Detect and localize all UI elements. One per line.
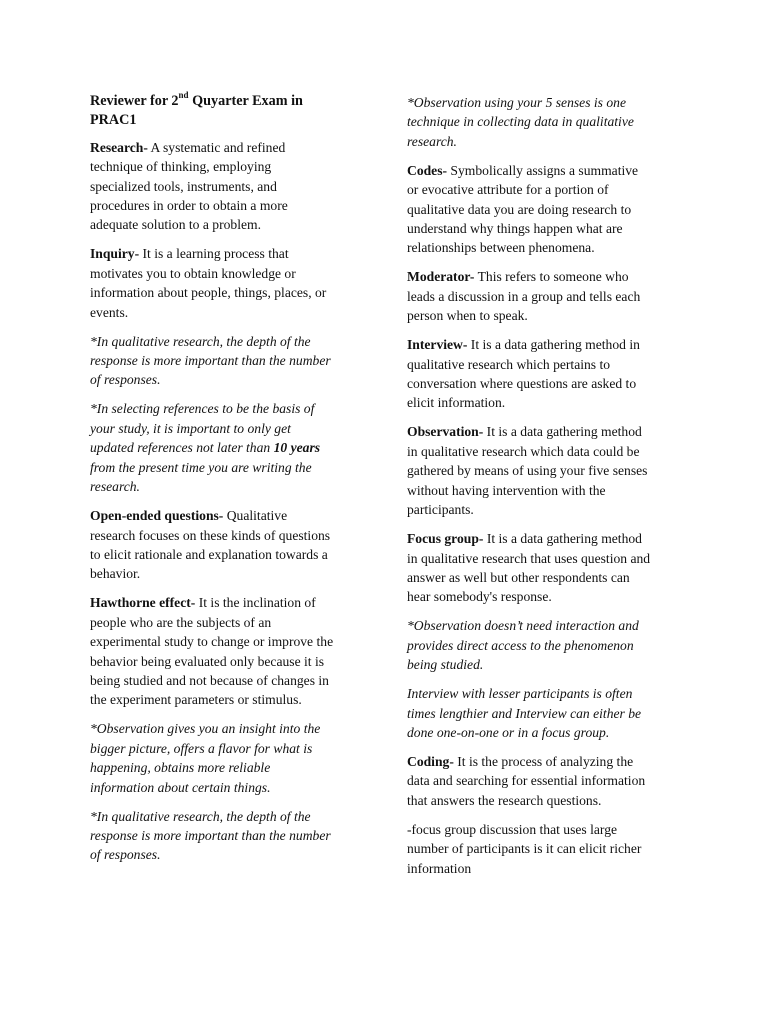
right-column xyxy=(407,93,697,888)
term: Moderator- xyxy=(407,269,475,285)
definition-coding: Coding- It is the process of analyzing the data and searching for essential information that answers the research questions. xyxy=(407,753,646,808)
note-depth-of-response-repeat: *In qualitative research, the depth of the response is more important than the number of responses. xyxy=(90,808,331,863)
definition-focus-group: Focus group- It is a data gathering method in qualitative research that uses question and answer as well but other respondents can hear somebody's response. xyxy=(407,531,651,605)
title-superscript: nd xyxy=(178,90,189,101)
note-five-senses: *Observation using your 5 senses is one technique in collecting data in qualitative research. xyxy=(407,95,634,149)
definition-observation: Observation- It is a data gathering method in qualitative research which data could be gathered by means of using your five senses without having intervention with the participants. xyxy=(407,424,648,518)
left-column xyxy=(90,92,375,874)
note-direct-access: *Observation doesn’t need interaction and provides direct access to the phenomenon being studied. xyxy=(407,618,639,673)
definition-codes: Codes- Symbolically assigns a summative or evocative attribute for a portion of qualitative data you are doing research to understand why things happen what are relationships between phenomena. xyxy=(407,162,639,256)
definition-inquiry: Inquiry- It is a learning process that motivates you to obtain knowledge or information about people, things, places, or events. xyxy=(90,246,327,320)
definition-hawthorne-effect: Hawthorne effect- It is the inclination of people who are the subjects of an experimental study to change or improve the behavior being evaluated only because it is being studied and not because of changes in the experiment parameters or stimulus. xyxy=(90,595,334,708)
definition-interview: Interview- It is a data gathering method in qualitative research which pertains to conversation where questions are asked to elicit information. xyxy=(407,337,640,411)
title-text-cont: Quyarter Exam in xyxy=(188,93,303,109)
emphasis-years: 10 years xyxy=(273,440,321,456)
definition-research: Research- A systematic and refined technique of thinking, employing specialized tools, instruments, and procedures in order to obtain a more adequate solution to a problem. xyxy=(90,139,288,233)
term: Interview- xyxy=(407,337,468,353)
term: Hawthorne effect- xyxy=(90,595,196,611)
note-focus-group-discussion: -focus group discussion that uses large number of participants is it can elicit richer information xyxy=(407,821,642,876)
term: Research- xyxy=(90,139,148,155)
term: Codes- xyxy=(407,162,448,178)
title-text: Reviewer for 2 xyxy=(90,93,179,109)
term: Observation- xyxy=(407,424,484,440)
term: Inquiry- xyxy=(90,246,140,262)
definition-open-ended-questions: Open-ended questions- Qualitative research focuses on these kinds of questions to elicit rationale and explanation towards a behavior. xyxy=(90,508,331,582)
term: Focus group- xyxy=(407,531,484,547)
note-depth-of-response: *In qualitative research, the depth of the response is more important than the number of responses. xyxy=(90,333,331,388)
document-title xyxy=(90,92,375,131)
note-observation-insight: *Observation gives you an insight into the bigger picture, offers a flavor for what is happening, obtains more reliable information about certain things. xyxy=(90,721,321,795)
definition-moderator: Moderator- This refers to someone who leads a discussion in a group and tells each person when to speak. xyxy=(407,269,641,324)
title-line-2: PRAC1 xyxy=(90,112,137,129)
note-selecting-references: *In selecting references to be the basis of your study, it is important to only get updated references not later than 10 years from the present time you are writing the research. xyxy=(90,401,321,495)
term: Coding- xyxy=(407,753,454,769)
term: Open-ended questions- xyxy=(90,508,224,524)
note-interview-length: Interview with lesser participants is often times lengthier and Interview can either be done one-on-one or in a focus group. xyxy=(407,686,642,740)
